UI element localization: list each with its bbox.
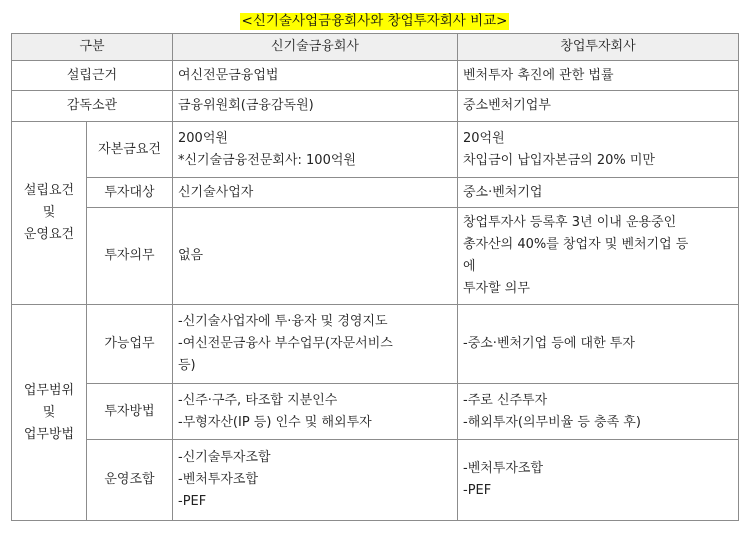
cell-line: -신기술사업자에 투·융자 및 경영지도: [178, 314, 388, 329]
cell-line: -PEF: [463, 483, 492, 498]
row-method: [12, 384, 739, 440]
cell-line: -신주·구주, 타조합 지분인수: [178, 392, 338, 408]
cell-new-tech-capital: [173, 122, 458, 178]
row-label-legal-basis: 설립근거: [12, 61, 173, 91]
cell-venture-obligation: [458, 208, 739, 305]
cell-new-tech-target: 신기술사업자: [173, 178, 458, 208]
cell-venture-supervision: 중소벤처기업부: [458, 91, 739, 122]
header-new-tech: 신기술금융회사: [173, 34, 458, 61]
row-label-fund: 운영조합: [87, 440, 173, 521]
document-title: <신기술사업금융회사와 창업투자회사 비교>: [241, 13, 508, 29]
row-obligation: [12, 208, 739, 305]
row-label-supervision: 감독소관: [12, 91, 173, 122]
cell-new-tech-obligation: 없음: [173, 208, 458, 305]
row-target: [12, 178, 739, 208]
group-label-business: [12, 305, 87, 521]
cell-line: 200억원: [178, 130, 228, 146]
cell-line: 에: [463, 259, 476, 274]
cell-line: 투자할 의무: [463, 281, 530, 296]
header-venture: 창업투자회사: [458, 34, 739, 61]
cell-new-tech-fund: [173, 440, 458, 521]
group-label-line: 및: [42, 404, 56, 420]
cell-line: -무형자산(IP 등) 인수 및 해외투자: [178, 414, 372, 430]
cell-venture-legal-basis: 벤처투자 촉진에 관한 법률: [458, 61, 739, 91]
row-fund: [12, 440, 739, 521]
cell-line: 총자산의 40%를 창업자 및 벤처기업 등: [463, 237, 689, 252]
cell-line: -벤처투자조합: [463, 461, 544, 476]
cell-new-tech-method: [173, 384, 458, 440]
group-label-line: 업무범위: [23, 382, 75, 398]
cell-line: -신기술투자조합: [178, 450, 271, 465]
cell-line: -해외투자(의무비율 등 충족 후): [463, 414, 641, 430]
group-label-requirements: [12, 122, 87, 305]
cell-line: -벤처투자조합: [178, 472, 259, 487]
header-row: [12, 34, 739, 61]
cell-line: 창업투자사 등록후 3년 이내 운용중인: [463, 215, 677, 230]
row-allowed: [12, 305, 739, 384]
cell-line: *신기술금융전문회사: 100억원: [178, 152, 356, 168]
cell-venture-method: [458, 384, 739, 440]
row-label-target: 투자대상: [87, 178, 173, 208]
row-label-allowed: 가능업무: [87, 305, 173, 384]
comparison-table: [11, 33, 739, 521]
cell-venture-target: 중소·벤처기업: [458, 178, 739, 208]
cell-venture-allowed: -중소·벤처기업 등에 대한 투자: [458, 305, 739, 384]
group-label-line: 및: [42, 205, 56, 220]
cell-new-tech-supervision: 금융위원회(금융감독원): [173, 91, 458, 122]
group-label-line: 설립요건: [23, 183, 75, 198]
cell-line: -주로 신주투자: [463, 392, 548, 408]
title-wrap: [0, 10, 749, 30]
row-capital: [12, 122, 739, 178]
row-supervision: [12, 91, 739, 122]
row-legal-basis: [12, 61, 739, 91]
cell-new-tech-legal-basis: 여신전문금융업법: [173, 61, 458, 91]
header-category: 구분: [12, 34, 173, 61]
cell-line: 차입금이 납입자본금의 20% 미만: [463, 152, 655, 168]
cell-venture-fund: [458, 440, 739, 521]
row-label-method: 투자방법: [87, 384, 173, 440]
cell-new-tech-allowed: [173, 305, 458, 384]
group-label-line: 업무방법: [23, 426, 75, 442]
cell-line: -여신전문금융사 부수업무(자문서비스: [178, 336, 393, 351]
cell-line: -PEF: [178, 494, 207, 509]
cell-line: 20억원: [463, 130, 505, 146]
cell-line: 등): [178, 358, 196, 373]
row-label-capital: 자본금요건: [87, 122, 173, 178]
row-label-obligation: 투자의무: [87, 208, 173, 305]
cell-venture-capital: [458, 122, 739, 178]
group-label-line: 운영요건: [23, 227, 75, 242]
